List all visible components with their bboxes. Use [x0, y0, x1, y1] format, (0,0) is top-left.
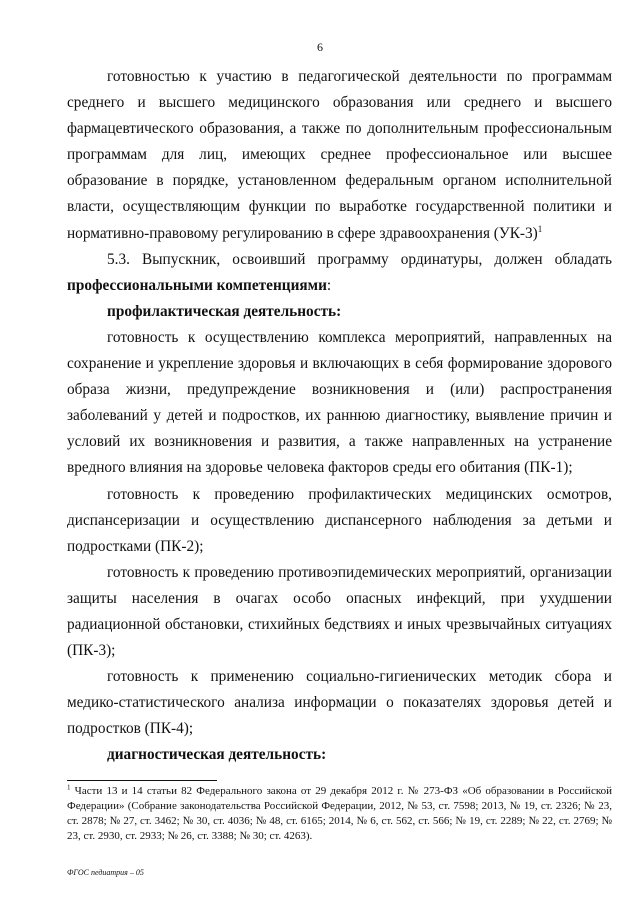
- paragraph-5-3-intro: 5.3. Выпускник, освоивший программу ординатуры, должен обладать: [107, 250, 612, 268]
- page-number: 6: [317, 40, 323, 54]
- paragraph-uk3-text: готовностью к участию в педагогической деятельности по программам среднего и высшего медицинского образования или среднего и высшего фармацевтического образования, а также по дополнительным профессиональным программам для лиц, имеющих среднее профессиональное или высшее образование в порядке, установленном федеральным органом исполнительной власти, осуществляющим функции по выработке государственной политики и нормативно-правовому регулированию в сфере здравоохранения (УК-3): [67, 68, 612, 242]
- footnote: [67, 784, 612, 844]
- paragraph-pk1: готовность к осуществлению комплекса мероприятий, направленных на сохранение и укрепление здоровья и включающих в себя формирование здорового образа жизни, предупреждение возникновения и (или) распространения заболеваний у детей и подростков, их раннюю диагностику, выявление причин и условий их возникновения и развития, а также направленных на устранение вредного влияния на здоровье человека факторов среды его обитания (ПК-1);: [67, 328, 612, 477]
- section-heading-diagnostic: диагностическая деятельность:: [107, 746, 327, 764]
- footnote-reference[interactable]: 1: [537, 223, 543, 234]
- paragraph-pk3: готовность к проведению противоэпидемических мероприятий, организации защиты населения в очагах особо опасных инфекций, при ухудшении радиационной обстановки, стихийных бедствиях и иных чрезвычайных ситуациях (ПК-3);: [67, 563, 612, 660]
- section-heading-preventive: профилактическая деятельность:: [107, 302, 342, 320]
- paragraph-uk3: [67, 64, 612, 247]
- paragraph-pk4: готовность к применению социально-гигиенических методик сбора и медико-статистического анализа информации о показателях здоровья детей и подростков (ПК-4);: [67, 668, 612, 738]
- paragraph-5-3: [67, 247, 612, 299]
- paragraph-5-3-tail: :: [326, 276, 332, 294]
- main-text: [67, 64, 612, 769]
- professional-competencies-term: профессиональными компетенциями: [67, 276, 327, 294]
- footnote-separator: [67, 780, 217, 781]
- footnote-mark: 1: [67, 783, 71, 792]
- footnote-text: Части 13 и 14 статьи 82 Федерального закона от 29 декабря 2012 г. № 273-ФЗ «Об образовании в Российской Федерации» (Собрание законодательства Российской Федерации, 2012, № 53, ст. 7598; 2013, № 19, ст. 2326; № 23, ст. 2878; № 27, ст. 3462; № 30, ст. 4036; № 48, ст. 6165; 2014, № 6, ст. 562, ст. 566; № 19, ст. 2289; № 22, ст. 2769; № 23, ст. 2930, ст. 2933; № 26, ст. 3388; № 30; ст. 4263).: [67, 785, 612, 842]
- document-code: ФГОС педиатрия – 05: [67, 868, 144, 877]
- paragraph-pk2: готовность к проведению профилактических медицинских осмотров, диспансеризации и осуществлению диспансерного наблюдения за детьми и подростками (ПК-2);: [67, 485, 612, 555]
